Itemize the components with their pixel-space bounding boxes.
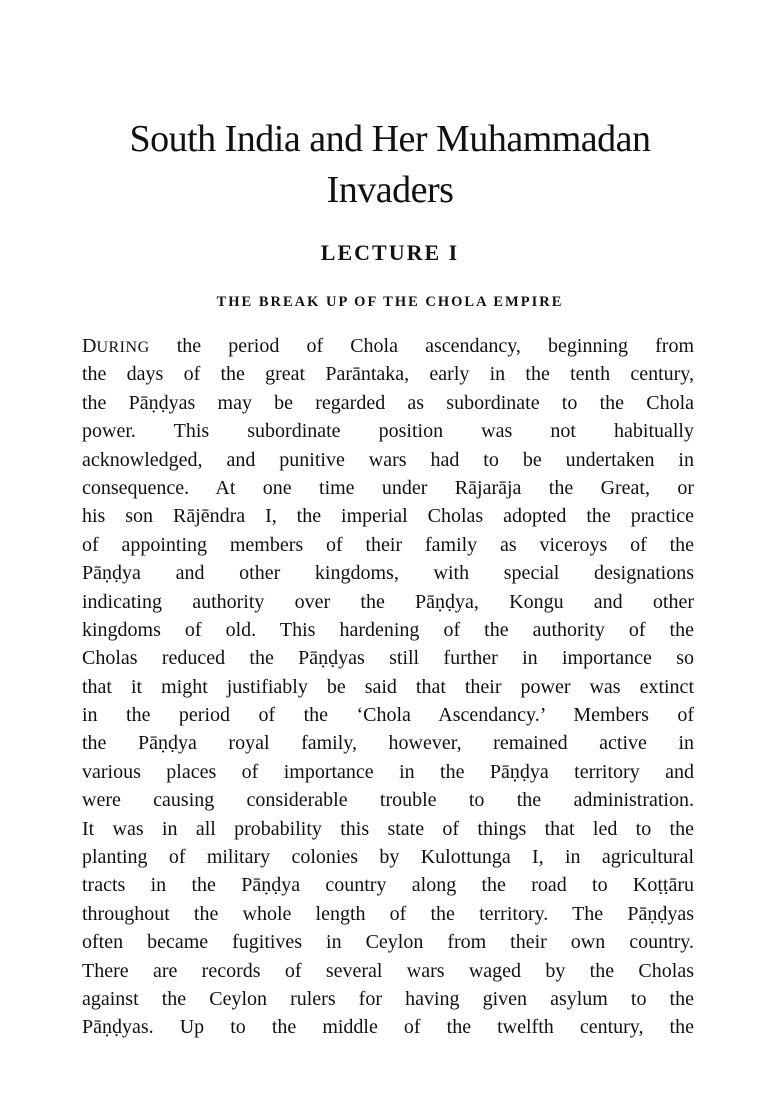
body-line: often became fugitives in Ceylon from their own country. <box>82 931 694 954</box>
body-line: It was in all probability this state of things that led to the <box>82 817 694 840</box>
body-line: Cholas reduced the Pāṇḍyas still further in importance so <box>82 647 694 670</box>
body-line: acknowledged, and punitive wars had to be undertaken in <box>82 448 694 471</box>
body-line: various places of importance in the Pāṇḍya territory and <box>82 760 694 783</box>
body-line: in the period of the ‘Chola Ascendancy.’ Members of <box>82 704 694 727</box>
body-line: against the Ceylon rulers for having given asylum to the <box>82 987 694 1010</box>
body-line: were causing considerable trouble to the administration. <box>82 789 694 812</box>
body-line: tracts in the Pāṇḍya country along the road to Koṭṭāru <box>82 874 694 897</box>
page-title-line-2: Invaders <box>326 169 454 211</box>
body-line: indicating authority over the Pāṇḍya, Kongu and other <box>82 590 694 613</box>
lecture-heading: LECTURE I <box>320 240 460 265</box>
body-line: the days of the great Parāntaka, early in the tenth century, <box>82 363 694 386</box>
body-line: throughout the whole length of the territory. The Pāṇḍyas <box>82 902 694 925</box>
body-line: of appointing members of their family as viceroys of the <box>82 533 694 556</box>
body-line: There are records of several wars waged by the Cholas <box>82 959 694 982</box>
body-line: the Pāṇḍyas may be regarded as subordinate to the Chola <box>82 391 694 414</box>
body-line: consequence. At one time under Rājarāja the Great, or <box>82 476 694 499</box>
body-line: kingdoms of old. This hardening of the authority of the <box>82 618 694 641</box>
body-line: his son Rājēndra I, the imperial Cholas adopted the practice <box>82 505 694 528</box>
body-line: planting of military colonies by Kulottunga I, in agricultural <box>82 846 694 869</box>
body-line: DURING the period of Chola ascendancy, beginning from <box>82 335 694 357</box>
body-paragraph <box>82 332 694 1042</box>
chapter-subtitle: THE BREAK UP OF THE CHOLA EMPIRE <box>216 294 564 310</box>
body-line: that it might justifiably be said that their power was extinct <box>82 675 694 698</box>
body-line: Pāṇḍya and other kingdoms, with special designations <box>82 562 694 585</box>
body-line: power. This subordinate position was not habitually <box>82 420 694 443</box>
body-line: Pāṇḍyas. Up to the middle of the twelfth century, the <box>82 1016 694 1039</box>
body-line: the Pāṇḍya royal family, however, remained active in <box>82 732 694 755</box>
page-title-line-1: South India and Her Muhammadan <box>129 118 651 160</box>
